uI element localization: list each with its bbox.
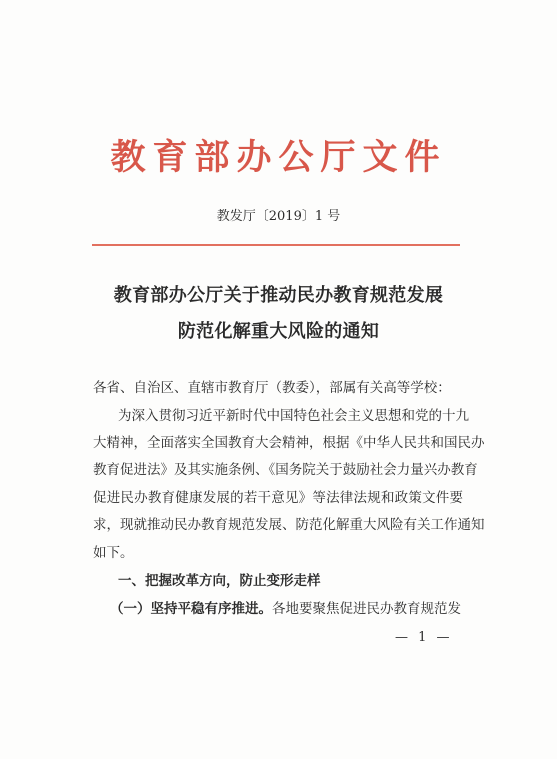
intro-line-5: 求，现就推动民办教育规范发展、防范化解重大风险有关工作通知 — [93, 517, 485, 533]
intro-line-4: 促进民办教育健康发展的若干意见》等法律法规和政策文件要 — [93, 490, 463, 506]
subsection-1-line — [110, 599, 461, 619]
intro-line-1: 为深入贯彻习近平新时代中国特色社会主义思想和党的十九 — [118, 408, 469, 424]
notice-title-line-1: 教育部办公厅关于推动民办教育规范发展 — [113, 285, 444, 306]
subsection-1-label: （一）坚持平稳有序推进。 — [110, 601, 272, 617]
notice-title-line-2: 防范化解重大风险的通知 — [177, 321, 380, 342]
section-1-heading: 一、把握改革方向，防止变形走样 — [118, 573, 321, 589]
masthead-title: 教育部办公厅文件 — [110, 137, 447, 178]
intro-line-2: 大精神，全面落实全国教育大会精神，根据《中华人民共和国民办 — [93, 435, 485, 451]
red-divider-line — [92, 244, 460, 246]
intro-line-3: 教育促进法》及其实施条例、《国务院关于鼓励社会力量兴办教育 — [93, 462, 478, 478]
intro-line-6: 如下。 — [93, 545, 134, 561]
subsection-1-text: 各地要聚焦促进民办教育规范发 — [272, 601, 461, 617]
page-number: — 1 — — [395, 630, 453, 645]
document-number: 教发厅〔2019〕1 号 — [216, 209, 341, 224]
recipients-line: 各省、自治区、直辖市教育厅（教委），部属有关高等学校： — [93, 380, 451, 396]
